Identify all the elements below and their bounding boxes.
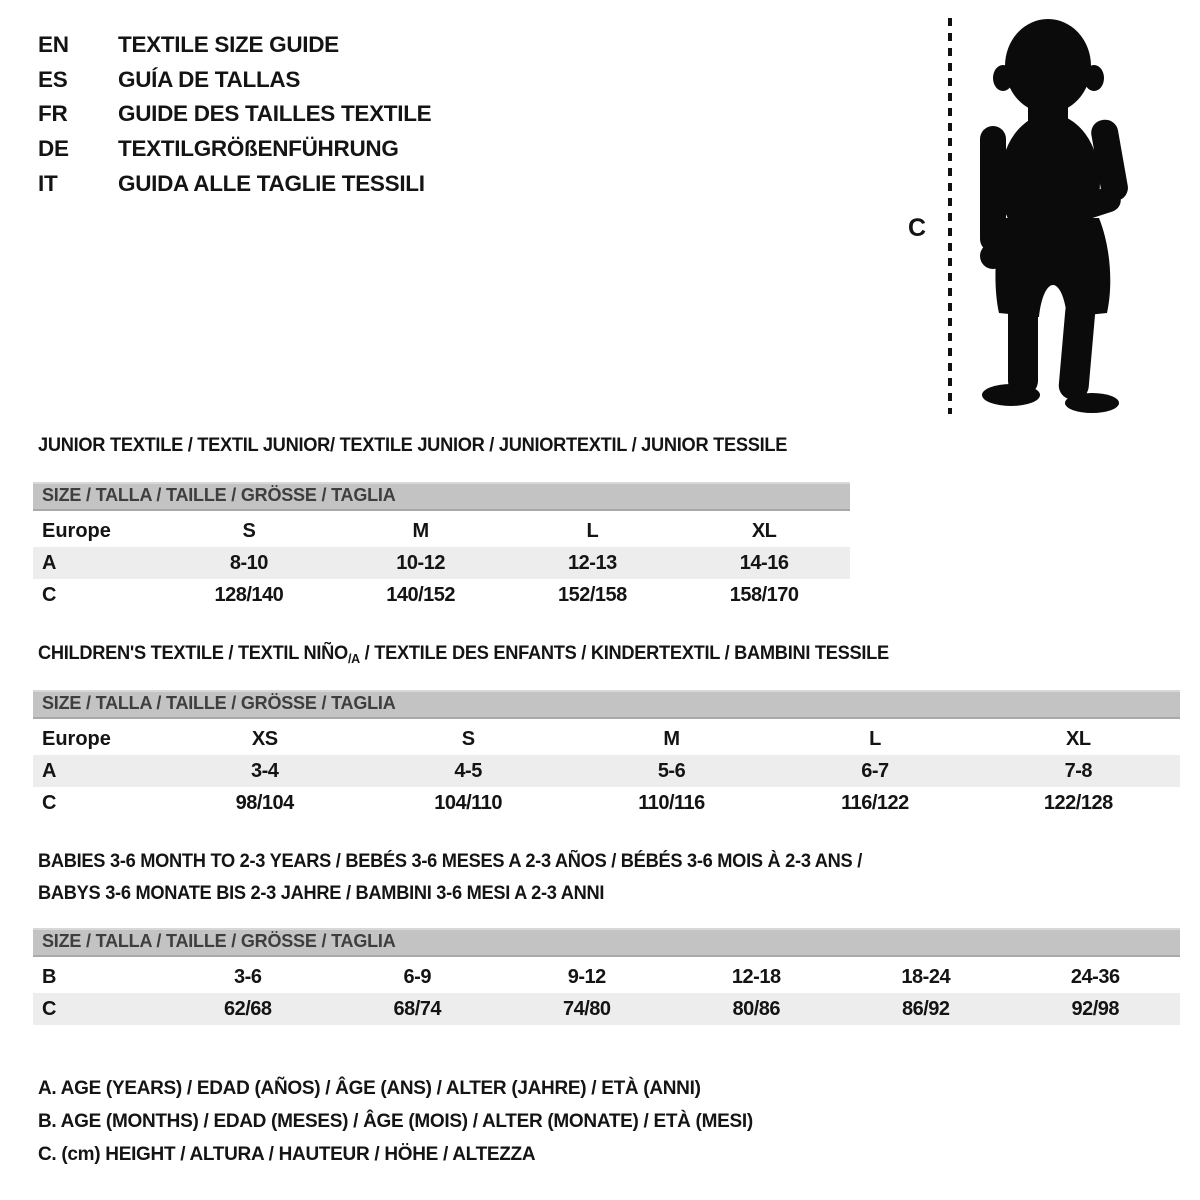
language-title: GUIDE DES TAILLES TEXTILE — [118, 101, 432, 127]
legend-line-a: A. AGE (YEARS) / EDAD (AÑOS) / ÂGE (ANS) / ALTER (JAHRE) / ETÀ (ANNI) — [38, 1077, 701, 1099]
language-row — [38, 132, 431, 167]
table-cell: L — [586, 519, 599, 542]
section-title-babies-line2: BABYS 3-6 MONATE BIS 2-3 JAHRE / BAMBINI 3-6 MESI A 2-3 ANNI — [38, 883, 605, 904]
table-cell: 3-4 — [251, 759, 279, 782]
section-title-junior: JUNIOR TEXTILE / TEXTIL JUNIOR/ TEXTILE JUNIOR / JUNIORTEXTIL / JUNIOR TESSILE — [38, 435, 788, 456]
row-label: A — [42, 551, 57, 574]
babies-table-rows — [33, 961, 1180, 1025]
table-cell: 86/92 — [901, 997, 950, 1020]
language-title: GUÍA DE TALLAS — [118, 66, 301, 92]
children-title-prefix: CHILDREN'S TEXTILE / TEXTIL NIÑO — [38, 643, 348, 664]
language-row — [38, 97, 431, 132]
table-cell: 152/158 — [557, 583, 627, 606]
table-cell: 8-10 — [229, 551, 268, 574]
table-cell: 158/170 — [729, 583, 799, 606]
language-title: GUIDA ALLE TAGLIE TESSILI — [118, 170, 425, 196]
table-cell: 12-18 — [731, 965, 781, 988]
table-cell: 7-8 — [1064, 759, 1093, 782]
table-cell: 140/152 — [386, 583, 456, 606]
language-code: DE — [38, 136, 69, 162]
language-row — [38, 166, 431, 201]
table-cell: 128/140 — [214, 583, 284, 606]
language-row — [38, 63, 431, 98]
language-row — [38, 28, 431, 63]
table-cell: 4-5 — [454, 759, 482, 782]
table-row — [33, 515, 850, 547]
row-label: C — [42, 791, 57, 814]
language-guide-list — [38, 28, 431, 201]
height-measure-dashed-line — [948, 18, 952, 414]
row-label: C — [42, 583, 57, 606]
table-row — [33, 993, 1180, 1025]
language-title: TEXTILE SIZE GUIDE — [118, 32, 339, 58]
table-row — [33, 787, 1180, 819]
table-cell: 12-13 — [568, 551, 617, 574]
table-cell: 98/104 — [235, 791, 294, 814]
table-cell: XL — [1066, 727, 1091, 750]
table-cell: 110/116 — [638, 791, 705, 814]
children-size-table — [33, 690, 1180, 819]
toddler-silhouette — [966, 14, 1138, 414]
table-cell: 116/122 — [841, 791, 909, 814]
table-cell: M — [663, 727, 680, 750]
table-cell: M — [412, 519, 429, 542]
language-code: EN — [38, 32, 69, 58]
row-label: Europe — [42, 727, 111, 750]
table-cell: 74/80 — [562, 997, 611, 1020]
junior-table-rows — [33, 515, 850, 611]
table-cell: 122/128 — [1043, 791, 1113, 814]
size-header-bar: SIZE / TALLA / TAILLE / GRÖSSE / TAGLIA — [33, 690, 1180, 719]
table-cell: 9-12 — [567, 965, 606, 988]
children-title-subscript: /A — [347, 651, 360, 666]
table-row — [33, 755, 1180, 787]
table-row — [33, 961, 1180, 993]
size-header-bar: SIZE / TALLA / TAILLE / GRÖSSE / TAGLIA — [33, 482, 850, 511]
table-row — [33, 547, 850, 579]
table-cell: 104/110 — [434, 791, 502, 814]
table-cell: 10-12 — [396, 551, 445, 574]
children-title-suffix: / TEXTILE DES ENFANTS / KINDERTEXTIL / BAMBINI TESSILE — [359, 643, 889, 664]
table-cell: 62/68 — [223, 997, 272, 1020]
legend-line-c: C. (cm) HEIGHT / ALTURA / HAUTEUR / HÖHE / ALTEZZA — [38, 1143, 536, 1165]
table-cell: XS — [251, 727, 278, 750]
table-cell: 6-7 — [861, 759, 889, 782]
row-label: A — [42, 759, 57, 782]
language-code: FR — [38, 101, 68, 127]
table-cell: S — [242, 519, 256, 542]
table-cell: 80/86 — [732, 997, 781, 1020]
row-label: Europe — [42, 519, 111, 542]
children-table-rows — [33, 723, 1180, 819]
language-title: TEXTILGRÖßENFÜHRUNG — [118, 136, 399, 162]
measurement-legend — [38, 1072, 753, 1171]
table-cell: 24-36 — [1070, 965, 1120, 988]
row-label: C — [42, 997, 57, 1020]
junior-size-table — [33, 482, 850, 611]
section-title-children — [38, 643, 889, 665]
table-row — [33, 723, 1180, 755]
row-label: B — [42, 965, 57, 988]
legend-line-b: B. AGE (MONTHS) / EDAD (MESES) / ÂGE (MOIS) / ALTER (MONATE) / ETÀ (MESI) — [38, 1110, 753, 1132]
table-row — [33, 579, 850, 611]
babies-size-table — [33, 928, 1180, 1025]
language-code: IT — [38, 170, 58, 196]
table-cell: 14-16 — [739, 551, 789, 574]
language-code: ES — [38, 66, 68, 92]
table-cell: 68/74 — [393, 997, 442, 1020]
table-cell: XL — [751, 519, 777, 542]
measure-label-c: C — [908, 214, 927, 242]
section-title-babies-line1: BABIES 3-6 MONTH TO 2-3 YEARS / BEBÉS 3-6 MESES A 2-3 AÑOS / BÉBÉS 3-6 MOIS À 2-3 ANS / — [38, 851, 862, 872]
table-cell: 6-9 — [403, 965, 431, 988]
table-cell: 18-24 — [901, 965, 951, 988]
table-cell: 5-6 — [657, 759, 686, 782]
table-cell: L — [869, 727, 881, 750]
size-header-bar: SIZE / TALLA / TAILLE / GRÖSSE / TAGLIA — [33, 928, 1180, 957]
table-cell: 92/98 — [1071, 997, 1120, 1020]
table-cell: 3-6 — [234, 965, 262, 988]
table-cell: S — [461, 727, 475, 750]
